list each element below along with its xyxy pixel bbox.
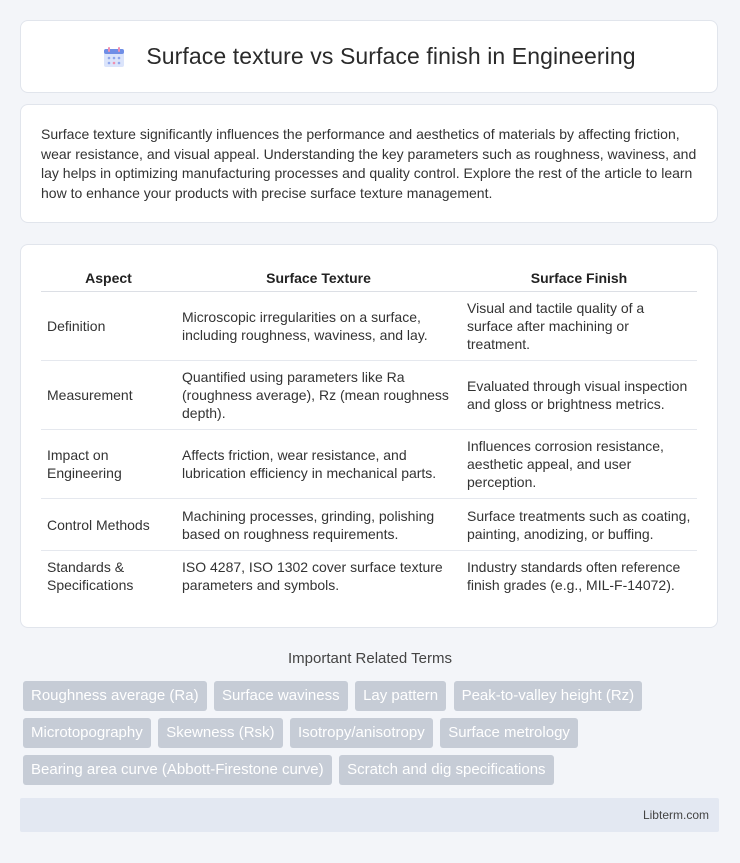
intro-card	[20, 104, 718, 223]
cell-texture: Machining processes, grinding, polishing based on roughness requirements.	[176, 499, 461, 551]
footer	[20, 798, 719, 832]
intro-text: Surface texture significantly influences the performance and aesthetics of materials by affecting friction, wear resistance, and visual appeal. Understanding the key parameters such as roughness, waviness, and lay helps in optimizing manufacturing processes and quality control. Explore the rest of the article to learn how to enhance your products with precise surface texture management.	[41, 126, 697, 201]
cell-aspect: Control Methods	[41, 499, 176, 551]
related-terms-title: Important Related Terms	[288, 650, 452, 667]
related-term-tag[interactable]: Isotropy/anisotropy	[290, 718, 433, 748]
related-term-tag[interactable]: Bearing area curve (Abbott-Firestone curve)	[23, 755, 332, 785]
table-row	[41, 292, 697, 361]
cell-texture: Microscopic irregularities on a surface, including roughness, waviness, and lay.	[176, 292, 461, 361]
related-term-tag[interactable]: Roughness average (Ra)	[23, 681, 207, 711]
related-term-tag[interactable]: Lay pattern	[355, 681, 446, 711]
cell-finish: Evaluated through visual inspection and gloss or brightness metrics.	[461, 361, 697, 430]
related-terms-list	[23, 681, 713, 792]
cell-texture: ISO 4287, ISO 1302 cover surface texture parameters and symbols.	[182, 559, 443, 593]
cell-aspect: Impact on Engineering	[41, 430, 176, 499]
related-term-tag[interactable]: Skewness (Rsk)	[158, 718, 282, 748]
cell-finish: Surface treatments such as coating, painting, anodizing, or buffing.	[461, 499, 697, 551]
comparison-table	[41, 265, 697, 601]
footer-site-link[interactable]: Libterm.com	[642, 808, 709, 822]
cell-aspect: Measurement	[41, 361, 176, 430]
title-card	[20, 20, 718, 93]
cell-finish: Industry standards often reference finish grades (e.g., MIL-F-14072).	[467, 559, 681, 593]
cell-texture: Quantified using parameters like Ra (roughness average), Rz (mean roughness depth).	[176, 361, 461, 430]
cell-aspect: Definition	[41, 292, 176, 361]
related-term-tag[interactable]: Surface waviness	[214, 681, 348, 711]
table-row	[41, 551, 697, 602]
header-surface-texture: Surface Texture	[176, 265, 461, 292]
page-title: Surface texture vs Surface finish in Engineering	[146, 43, 636, 69]
header-surface-finish: Surface Finish	[461, 265, 697, 292]
comparison-card	[20, 244, 718, 628]
related-term-tag[interactable]: Surface metrology	[440, 718, 578, 748]
related-term-tag[interactable]: Scratch and dig specifications	[339, 755, 553, 785]
table-header-row	[41, 265, 697, 292]
related-term-tag[interactable]: Microtopography	[23, 718, 151, 748]
table-row	[41, 361, 697, 430]
table-row	[41, 430, 697, 499]
cell-aspect: Standards & Specifications	[47, 559, 134, 593]
related-term-tag[interactable]: Peak-to-valley height (Rz)	[454, 681, 643, 711]
calendar-icon	[102, 45, 126, 69]
cell-finish: Visual and tactile quality of a surface after machining or treatment.	[461, 292, 697, 361]
cell-finish: Influences corrosion resistance, aesthetic appeal, and user perception.	[461, 430, 697, 499]
cell-texture: Affects friction, wear resistance, and lubrication efficiency in mechanical parts.	[176, 430, 461, 499]
header-aspect: Aspect	[41, 265, 176, 292]
table-row	[41, 499, 697, 551]
